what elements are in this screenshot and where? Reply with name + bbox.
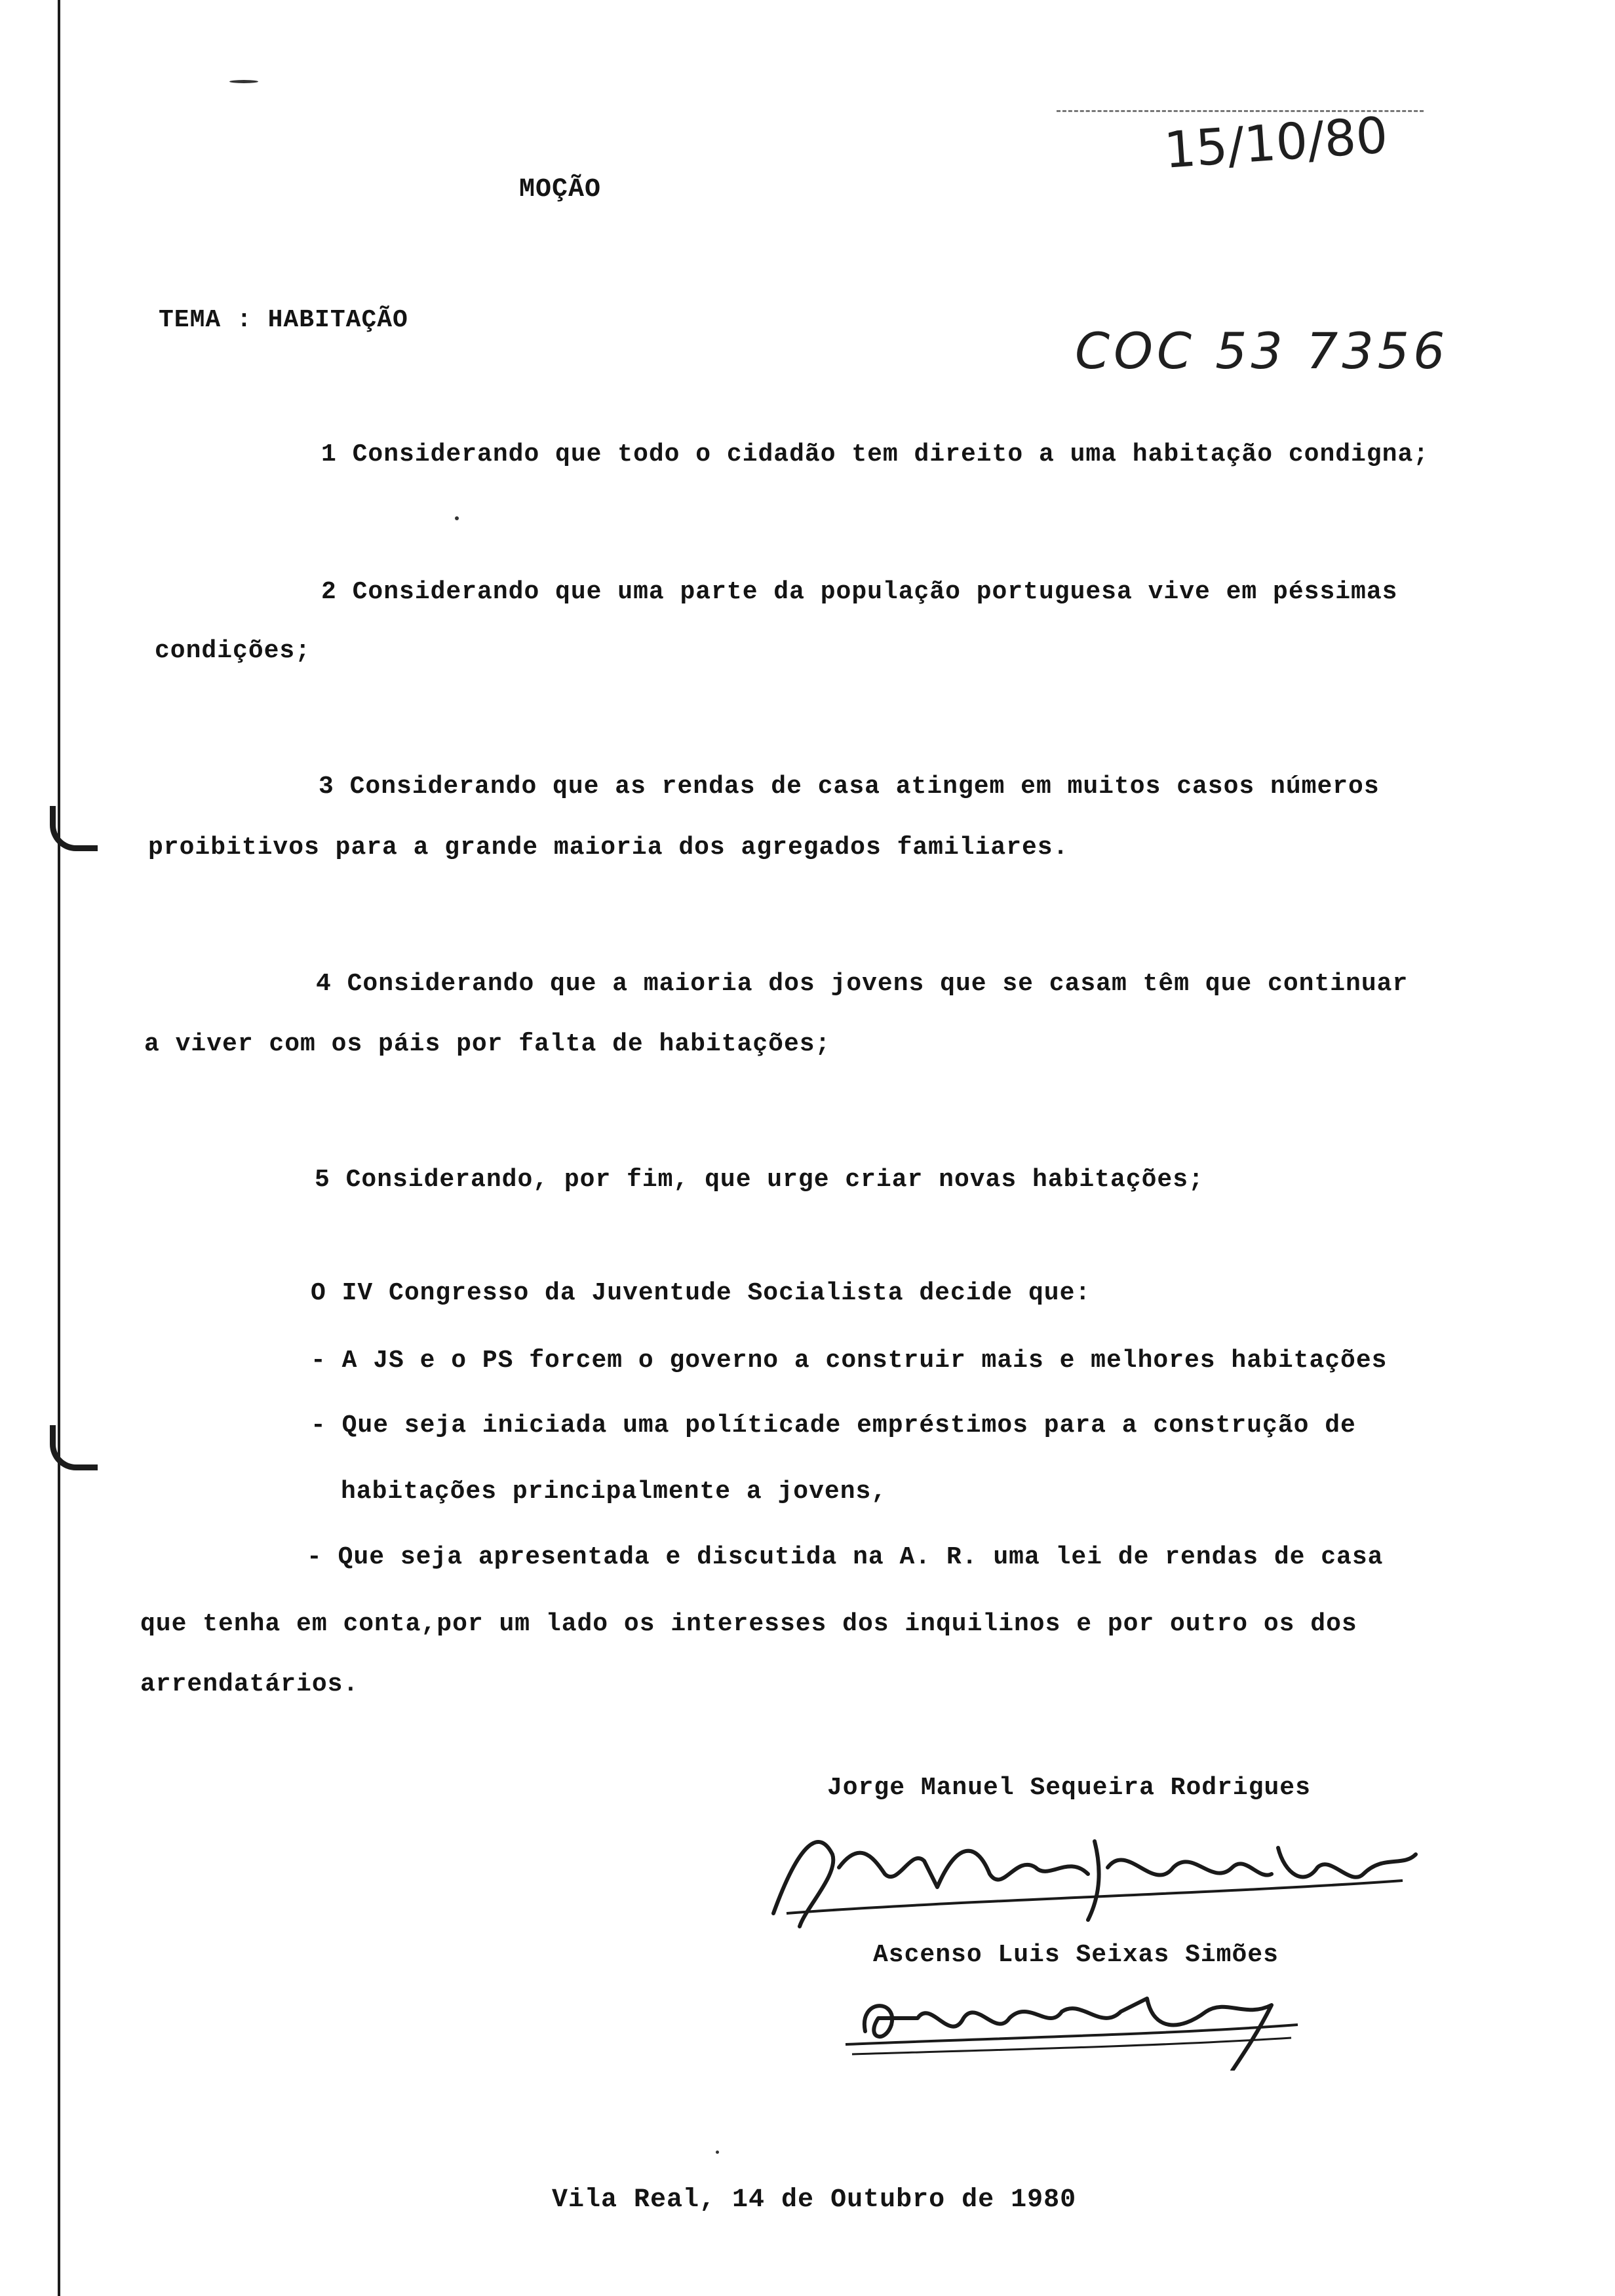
scan-speck (229, 80, 258, 83)
decision-intro: O IV Congresso da Juventude Socialista decide que: (311, 1279, 1091, 1307)
consideration-4-line-1: 4 Considerando que a maioria dos jovens que se casam têm que continuar (316, 970, 1409, 998)
signature-1 (760, 1815, 1422, 1933)
scan-speck (455, 516, 459, 520)
signature-2-text: Ascenso (1073, 2021, 1077, 2022)
signatory-2-name: Ascenso Luis Seixas Simões (873, 1941, 1279, 1969)
decision-item-2-line-2: habitações principalmente a jovens, (341, 1478, 887, 1506)
signature-1-text: Jorge Manuel Sequeira Rodrigues (1085, 1877, 1098, 1878)
place-and-date: Vila Real, 14 de Outubro de 1980 (552, 2185, 1077, 2215)
handwritten-reference: COC 53 7356 (1075, 322, 1449, 380)
page-left-edge (58, 0, 60, 2296)
decision-item-3-line-1: - Que seja apresentada e discutida na A. R. uma lei de rendas de casa (307, 1543, 1384, 1571)
decision-item-2-line-1: - Que seja iniciada uma políticade empréstimos para a construção de (311, 1411, 1356, 1440)
consideration-5-line-1: 5 Considerando, por fim, que urge criar novas habitações; (315, 1166, 1204, 1194)
consideration-2-line-1: 2 Considerando que uma parte da população portuguesa vive em péssimas (321, 578, 1398, 606)
consideration-3-line-2: proibitivos para a grande maioria dos agregados familiares. (148, 833, 1069, 862)
signature-2 (839, 1972, 1311, 2071)
punch-hole-mark (50, 1425, 98, 1470)
consideration-2-line-2: condições; (155, 637, 311, 665)
theme-line: TEMA : HABITAÇÃO (159, 306, 408, 334)
signatory-1-name: Jorge Manuel Sequeira Rodrigues (827, 1774, 1311, 1802)
decision-item-3-line-2: que tenha em conta,por um lado os interesses dos inquilinos e por outro os dos (140, 1610, 1357, 1638)
consideration-3-line-1: 3 Considerando que as rendas de casa atingem em muitos casos números (319, 773, 1380, 801)
consideration-4-line-2: a viver com os páis por falta de habitações; (144, 1030, 831, 1058)
handwritten-date: 15/10/80 (1162, 105, 1390, 180)
decision-item-3-line-3: arrendatários. (140, 1670, 359, 1698)
scan-speck (716, 2151, 719, 2154)
consideration-1-line-1: 1 Considerando que todo o cidadão tem direito a uma habitação condigna; (321, 440, 1430, 469)
document-title: MOÇÃO (519, 175, 602, 204)
decision-item-1: - A JS e o PS forcem o governo a construir mais e melhores habitações (311, 1347, 1388, 1375)
punch-hole-mark (50, 806, 98, 851)
